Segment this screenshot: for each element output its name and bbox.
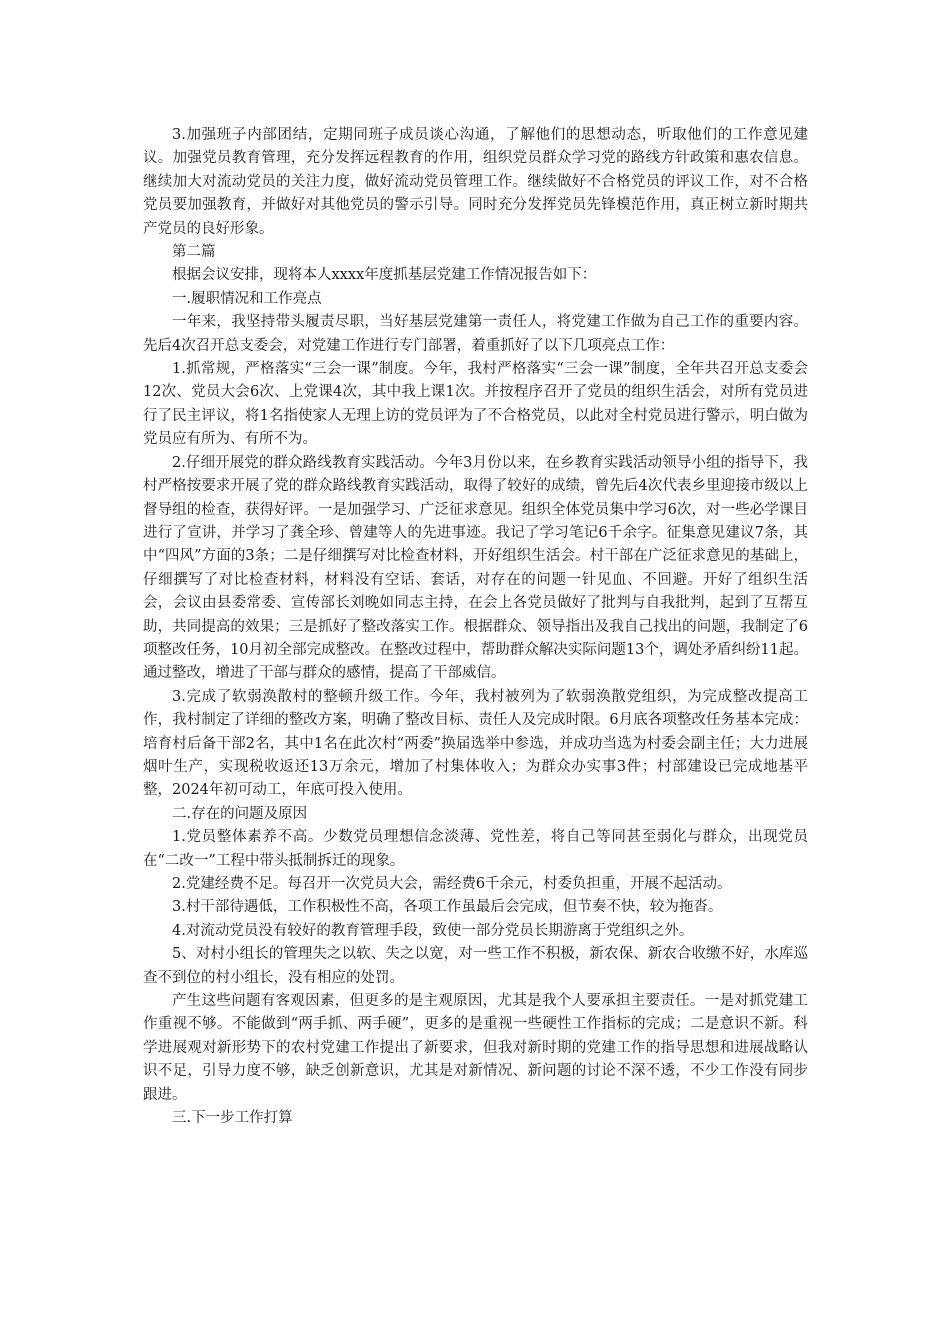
paragraph: 5、对村小组长的管理失之以软、失之以宽，对一些工作不积极，新农保、新农合收缴不好，水库巡查不到位的村小组长，没有相应的处罚。 <box>143 946 808 986</box>
section-heading: 二.存在的问题及原因 <box>172 805 308 822</box>
paragraph: 根据会议安排，现将本人xxxx年度抓基层党建工作情况报告如下： <box>172 267 597 284</box>
document-body <box>143 124 808 1130</box>
paragraph: 3.完成了软弱涣散村的整顿升级工作。今年，我村被列为了软弱涣散党组织，为完成整改提高工作，我村制定了详细的整改方案，明确了整改目标、责任人及完成时限。6月底各项整改任务基本完成：培育村后备干部2名，其中1名在此次村“两委”换届选举中参选，并成功当选为村委会副主任；大力进展烟叶生产，实现税收返还13万余元，增加了村集体收入；为群众办实事3件；村部建设已完成地基平整，2024年初可动工，年底可投入使用。 <box>143 688 808 799</box>
paragraph: 3.村干部待遇低，工作积极性不高，各项工作虽最后会完成，但节奏不快，较为拖沓。 <box>172 899 723 916</box>
paragraph: 3.加强班子内部团结，定期同班子成员谈心沟通，了解他们的思想动态，听取他们的工作意见建议。加强党员教育管理，充分发挥远程教育的作用，组织党员群众学习党的路线方针政策和惠农信息。继续加大对流动党员的关注力度，做好流动党员管理工作。继续做好不合格党员的评议工作，对不合格党员要加强教育，并做好对其他党员的警示引导。同时充分发挥党员先锋模范作用，真正树立新时期共产党员的良好形象。 <box>143 127 808 237</box>
paragraph: 产生这些问题有客观因素，但更多的是主观原因，尤其是我个人要承担主要责任。一是对抓党建工作重视不够。不能做到“两手抓、两手硬”，更多的是重视一些硬性工作指标的完成；二是意识不新。科学进展观对新形势下的农村党建工作提出了新要求，但我对新时期的党建工作的指导思想和进展战略认识不足，引导力度不够，缺乏创新意识，尤其是对新情况、新问题的讨论不深不透，不少工作没有同步跟进。 <box>143 993 808 1103</box>
paragraph: 1.抓常规，严格落实“三会一课”制度。今年，我村严格落实“三会一课”制度，全年共召开总支委会12次、党员大会6次、上党课4次，其中我上课1次。并按程序召开了党员的组织生活会，对所有党员进行了民主评议，将1名指使家人无理上访的党员评为了不合格党员，以此对全村党员进行警示，明白做为党员应有所为、有所不为。 <box>143 361 808 448</box>
paragraph: 4.对流动党员没有较好的教育管理手段，致使一部分党员长期游离于党组织之外。 <box>172 922 694 939</box>
section-heading: 一.履职情况和工作亮点 <box>172 290 322 307</box>
paragraph: 2.党建经费不足。每召开一次党员大会，需经费6千余元，村委负担重，开展不起活动。 <box>172 876 732 892</box>
section-heading-part-two: 第二篇 <box>172 244 216 261</box>
paragraph: 一年来，我坚持带头履责尽职，当好基层党建第一责任人，将党建工作做为自己工作的重要内容。先后4次召开总支委会，对党建工作进行专门部署，着重抓好了以下几项亮点工作： <box>143 314 808 354</box>
paragraph: 2.仔细开展党的群众路线教育实践活动。今年3月份以来，在乡教育实践活动领导小组的指导下，我村严格按要求开展了党的群众路线教育实践活动，取得了较好的成绩，曾先后4次代表乡里迎接市级以上督导组的检查，获得好评。一是加强学习、广泛征求意见。组织全体党员集中学习6次，对一些必学课目进行了宣讲，并学习了龚全珍、曾建等人的先进事迹。我记了学习笔记6千余字。征集意见建议7条，其中“四风”方面的3条；二是仔细撰写对比检查材料，开好组织生活会。村干部在广泛征求意见的基础上，仔细撰写了对比检查材料，材料没有空话、套话，对存在的问题一针见血、不回避。开好了组织生活会，会议由县委常委、宣传部长刘晚如同志主持，在会上各党员做好了批判与自我批判，起到了互帮互助，共同提高的效果；三是抓好了整改落实工作。根据群众、领导指出及我自己找出的问题，我制定了6项整改任务，10月初全部完成整改。在整改过程中，帮助群众解决实际问题13个，调处矛盾纠纷11起。通过整改，增进了干部与群众的感情，提高了干部威信。 <box>143 454 808 682</box>
section-heading: 三.下一步工作打算 <box>172 1110 293 1127</box>
paragraph: 1.党员整体素养不高。少数党员理想信念淡薄、党性差，将自己等同甚至弱化与群众，出现党员在“二改一”工程中带头抵制拆迁的现象。 <box>143 829 808 869</box>
